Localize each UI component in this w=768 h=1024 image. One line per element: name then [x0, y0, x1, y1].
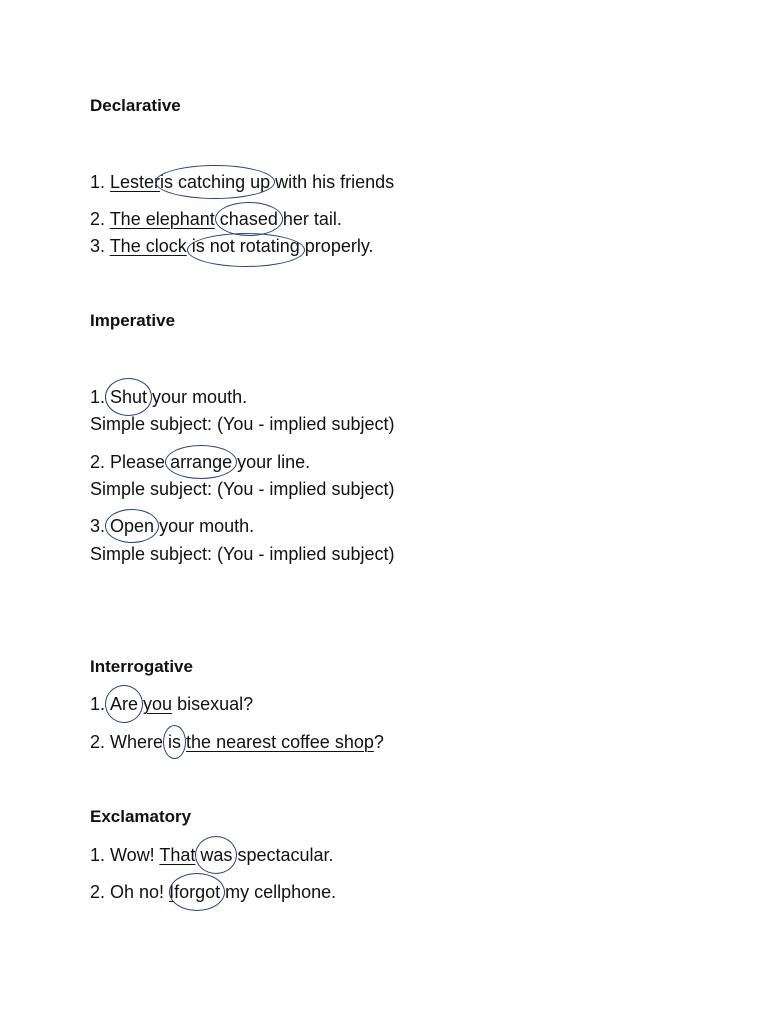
heading-exclamatory: Exclamatory: [90, 807, 192, 826]
declarative-sentence-2: [90, 208, 342, 230]
interrogative-sentence-2: [90, 731, 384, 753]
declarative-sentence-3: [90, 235, 374, 257]
sentence-number: 3.: [90, 516, 111, 536]
imperative-sentence-2: [90, 451, 310, 473]
circled-verb: Are: [110, 694, 139, 714]
exclamatory-sentence-2: [90, 881, 336, 903]
sentence-rest: properly.: [299, 236, 374, 256]
circled-verb: is not rotating: [191, 236, 300, 256]
circled-verb: Shut: [110, 387, 148, 407]
imperative-note-1: Simple subject: (You - implied subject): [90, 414, 395, 434]
sentence-number: 3.: [90, 236, 110, 256]
imperative-sentence-3: [90, 515, 254, 537]
underlined-subject: That: [159, 845, 196, 865]
underlined-subject: The elephant: [109, 209, 215, 229]
circled-verb: is catching up: [160, 172, 271, 192]
underlined-subject: the nearest coffee shop: [186, 732, 374, 752]
sentence-rest: your mouth.: [147, 387, 248, 407]
underlined-subject: The clock: [109, 236, 187, 256]
underlined-subject: Lester: [110, 172, 161, 192]
heading-declarative: Declarative: [90, 96, 181, 115]
exclamatory-sentence-1: [90, 844, 334, 866]
underlined-subject: you: [143, 694, 173, 714]
heading-interrogative: Interrogative: [90, 657, 193, 676]
sentence-prefix: 2. Where: [90, 732, 169, 752]
circled-verb: Open: [110, 516, 155, 536]
circled-verb: was: [200, 845, 233, 865]
circled-verb: forgot: [174, 882, 221, 902]
underlined-subject: I: [169, 882, 175, 902]
circled-verb: arrange: [170, 452, 233, 472]
sentence-number: 1.: [90, 387, 111, 407]
sentence-rest: bisexual?: [172, 694, 254, 714]
sentence-rest: your mouth.: [154, 516, 255, 536]
sentence-prefix: 2. Please: [90, 452, 171, 472]
sentence-rest: your line.: [232, 452, 311, 472]
sentence-prefix: 2. Oh no!: [90, 882, 170, 902]
imperative-note-3: Simple subject: (You - implied subject): [90, 544, 395, 564]
imperative-sentence-1: [90, 386, 247, 408]
interrogative-sentence-1: [90, 693, 253, 715]
declarative-sentence-1: [90, 171, 394, 193]
imperative-note-2: Simple subject: (You - implied subject): [90, 479, 395, 499]
sentence-number: 1.: [90, 694, 111, 714]
sentence-rest: spectacular.: [232, 845, 334, 865]
sentence-rest: with his friends: [270, 172, 395, 192]
heading-imperative: Imperative: [90, 311, 176, 330]
sentence-rest: ?: [373, 732, 384, 752]
circled-verb: is: [168, 732, 182, 752]
sentence-rest: her tail.: [277, 209, 342, 229]
circled-verb: chased: [219, 209, 278, 229]
sentence-number: 1.: [90, 172, 111, 192]
sentence-prefix: 1. Wow!: [90, 845, 160, 865]
sentence-number: 2.: [90, 209, 110, 229]
sentence-rest: my cellphone.: [220, 882, 337, 902]
